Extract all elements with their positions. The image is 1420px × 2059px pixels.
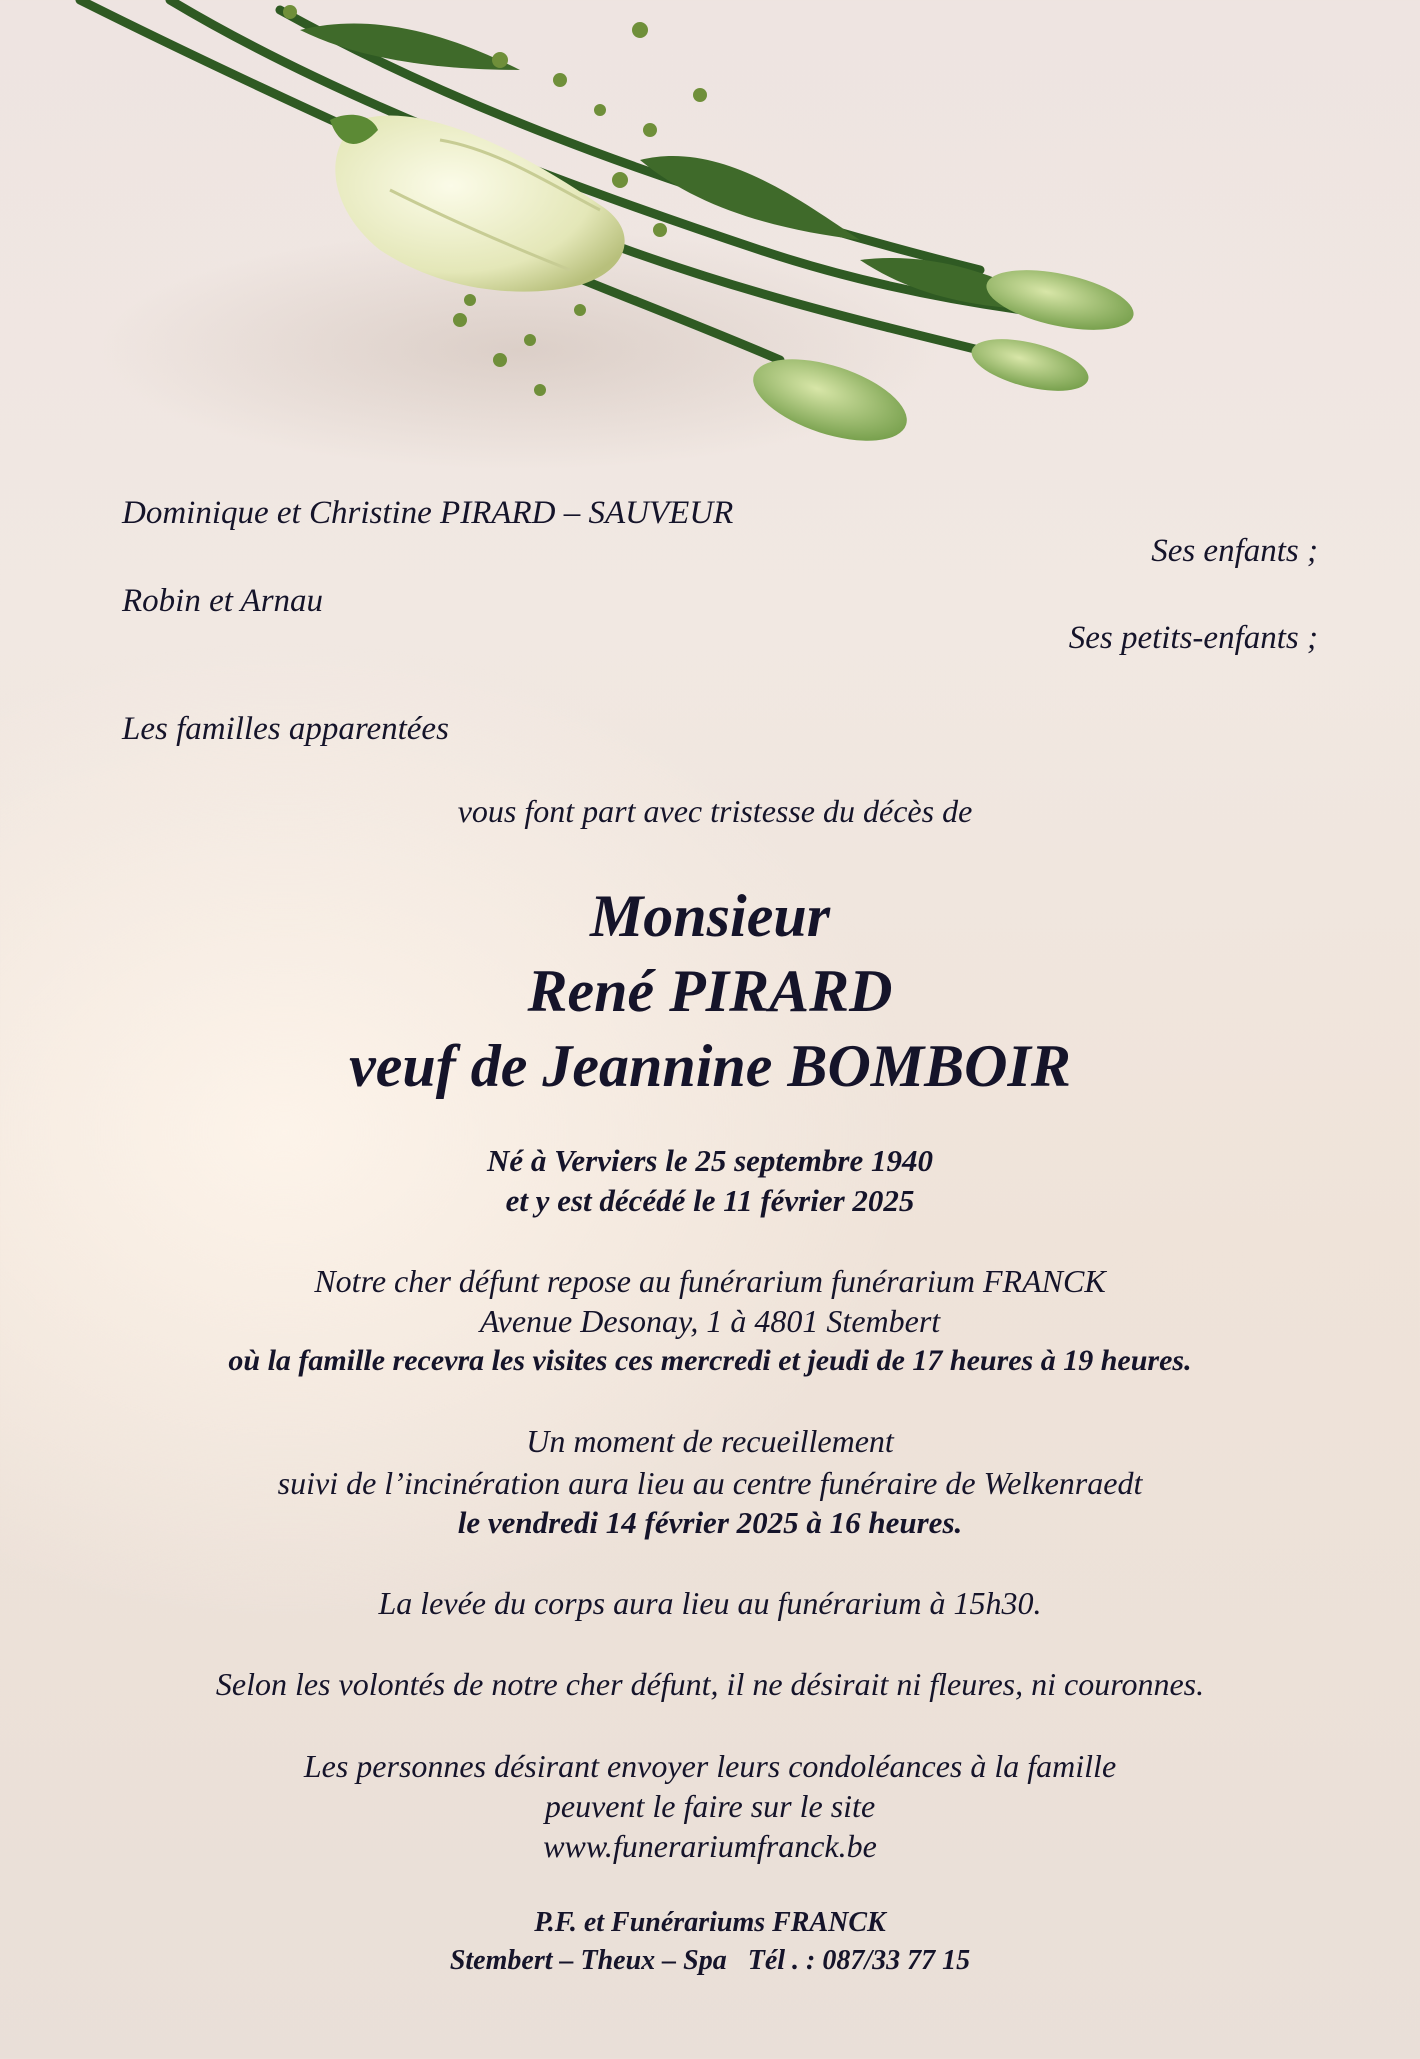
death-line: et y est décédé le 11 février 2025 <box>505 1183 915 1218</box>
children-names: Dominique et Christine PIRARD – SAUVEUR <box>122 495 734 531</box>
ceremony-date: le vendredi 14 février 2025 à 16 heures. <box>457 1505 963 1540</box>
condolences-line-2: peuvent le faire sur le site <box>544 1788 876 1824</box>
visits-line: où la famille recevra les visites ces mercredi et jeudi de 17 heures à 19 heures. <box>228 1344 1192 1377</box>
ceremony-line-1: Un moment de recueillement <box>526 1423 894 1459</box>
deceased-title: Monsieur <box>589 883 831 949</box>
wishes-line: Selon les volontés de notre cher défunt, il ne désirait ni fleures, ni couronnes. <box>215 1666 1205 1702</box>
deceased-spouse: veuf de Jeannine BOMBOIR <box>349 1033 1071 1099</box>
related-families: Les familles apparentées <box>122 711 449 747</box>
birth-line: Né à Verviers le 25 septembre 1940 <box>487 1143 933 1178</box>
rest-line-2: Avenue Desonay, 1 à 4801 Stembert <box>479 1303 941 1339</box>
announcement: vous font part avec tristesse du décès de <box>457 793 973 829</box>
condolences-line-1: Les personnes désirant envoyer leurs condoléances à la famille <box>303 1748 1117 1784</box>
grandchildren-names: Robin et Arnau <box>122 583 324 619</box>
levee-line: La levée du corps aura lieu au funérarium à 15h30. <box>378 1585 1042 1621</box>
flower-illustration <box>0 0 1140 520</box>
grandchildren-label: Ses petits-enfants ; <box>1068 620 1318 656</box>
footer-contact: Stembert – Theux – Spa Tél . : 087/33 77 15 <box>449 1945 971 1976</box>
website-link[interactable]: www.funerariumfranck.be <box>543 1828 877 1864</box>
rest-line-1: Notre cher défunt repose au funérarium funérarium FRANCK <box>314 1263 1106 1299</box>
footer-company: P.F. et Funérariums FRANCK <box>534 1907 886 1938</box>
deceased-name: René PIRARD <box>527 958 893 1024</box>
children-label: Ses enfants ; <box>1151 533 1318 569</box>
ceremony-line-2: suivi de l’incinération aura lieu au centre funéraire de Welkenraedt <box>277 1465 1143 1501</box>
